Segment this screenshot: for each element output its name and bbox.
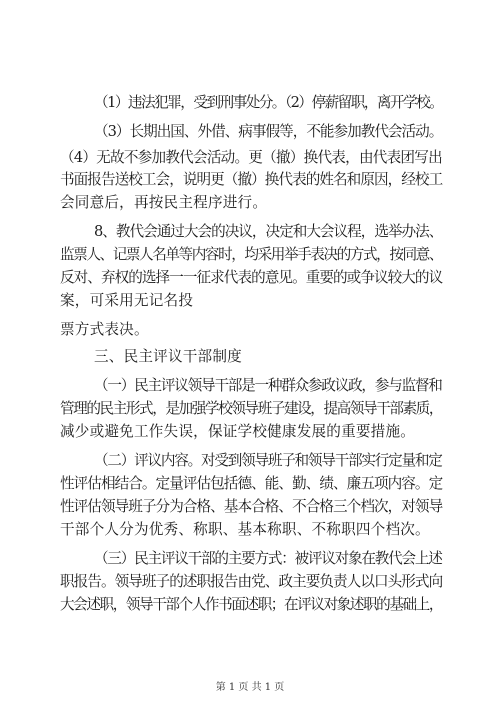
page-footer: 第 1 页 共 1 页 bbox=[215, 682, 285, 693]
text-line-16: 性评估相结合。定量评估包括德、能、勤、绩、廉五项内容。定 bbox=[60, 475, 443, 492]
text-line-7: 监票人、记票人名单等内容时，均采用举手表决的方式，按同意、 bbox=[60, 246, 443, 263]
text-line-10: 票方式表决。 bbox=[60, 321, 149, 338]
text-line-17: 性评估领导班子分为合格、基本合格、不合格三个档次，对领导 bbox=[60, 498, 443, 515]
text-line-4: 书面报告送校工会，说明更（撤）换代表的姓名和原因，经校工 bbox=[60, 171, 443, 188]
text-line-8: 反对、弃权的选择一一征求代表的意见。重要的或争议较大的议 bbox=[60, 269, 443, 286]
text-line-3: （4）无故不参加教代会活动。更（撤）换代表，由代表团写出 bbox=[60, 149, 442, 166]
text-line-14: 减少或避免工作失误，保证学校健康发展的重要措施。 bbox=[60, 423, 416, 440]
text-line-5: 会同意后，再按民主程序进行。 bbox=[60, 194, 268, 211]
text-line-20: 职报告。领导班子的述职报告由党、政主要负责人以口头形式向 bbox=[60, 573, 443, 590]
text-line-18: 干部个人分为优秀、称职、基本称职、不称职四个档次。 bbox=[60, 521, 430, 538]
text-line-21: 大会述职，领导干部个人作书面述职；在评议对象述职的基础上， bbox=[60, 596, 443, 613]
text-line-1: （1）违法犯罪，受到刑事处分。（2）停薪留职，离开学校。 bbox=[94, 94, 443, 111]
text-line-19: （三）民主评议干部的主要方式：被评议对象在教代会上述 bbox=[94, 550, 442, 567]
text-line-15: （二）评议内容。对受到领导班子和领导干部实行定量和定 bbox=[94, 452, 442, 469]
text-line-13: 管理的民主形式，是加强学校领导班子建设，提高领导干部素质， bbox=[60, 400, 443, 417]
section-heading: 三、民主评议干部制度 bbox=[94, 348, 242, 365]
text-line-6: 8、教代会通过大会的决议，决定和大会议程，选举办法、 bbox=[94, 223, 443, 240]
text-line-12: （一）民主评议领导干部是一种群众参政议政，参与监督和 bbox=[94, 377, 442, 394]
text-line-2: （3）长期出国、外借、病事假等，不能参加教代会活动。 bbox=[94, 123, 443, 140]
text-line-9: 案，可采用无记名投 bbox=[60, 292, 194, 309]
